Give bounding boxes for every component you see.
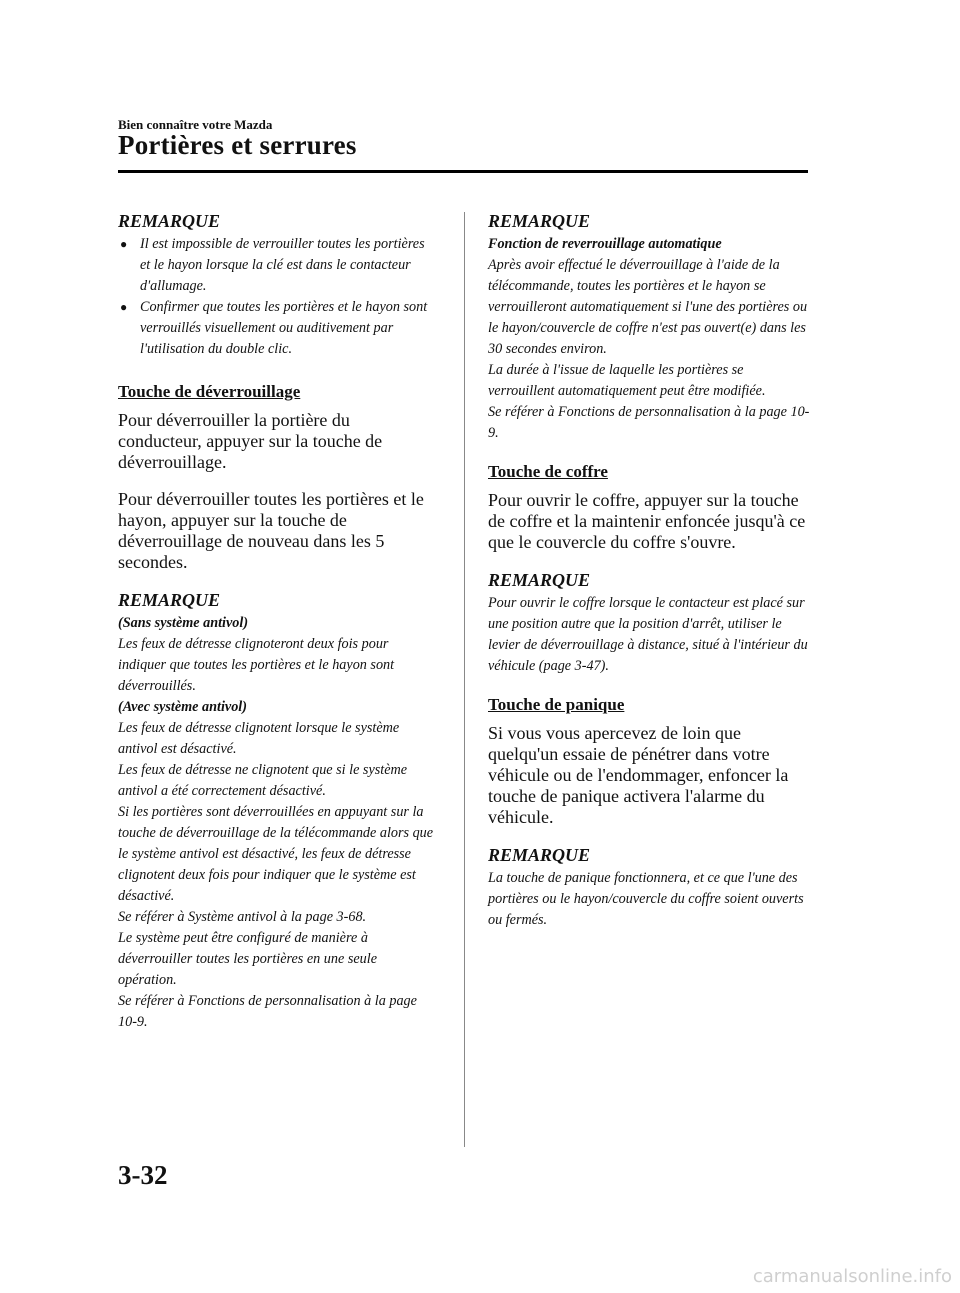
body-paragraph: Pour déverrouiller la portière du conducteur, appuyer sur la touche de déverrouillage. [118,410,383,472]
header-rule [118,170,808,173]
right-column [488,210,810,931]
note-text: Se référer à Système antivol à la page 3-68. [118,909,367,925]
note-label: REMARQUE [118,211,221,231]
section-heading: Touche de déverrouillage [118,382,301,401]
note-bullet-list [118,234,438,360]
note-bullet-text: Confirmer que toutes les portières et le hayon sont verrouillés visuellement ou auditivement par l'utilisation du double clic. [140,299,428,357]
body-paragraph: Si vous vous apercevez de loin que quelqu'un essaie de pénétrer dans votre véhicule ou de l'endommager, enfoncer la touche de panique activera l'alarme du véhicule. [488,723,789,827]
section-trunk [488,460,810,553]
note-block-5 [488,844,810,931]
note-block-2 [118,589,438,1033]
watermark: carmanualsonline.info [752,1266,952,1287]
note-label: REMARQUE [488,211,591,231]
page-title: Portières et serrures [118,130,357,160]
note-block-1 [118,210,438,360]
note-text: Pour ouvrir le coffre lorsque le contacteur est placé sur une position autre que la position d'arrêt, utiliser le levier de déverrouillage à distance, situé à l'intérieur du véhicule (page 3-47). [488,595,808,674]
bullet-icon: ● [120,300,128,314]
note-bullet-item [118,234,438,297]
bullet-icon: ● [120,237,128,251]
section-panic [488,693,810,828]
note-bullet-item [118,297,438,360]
note-bullet-text: Il est impossible de verrouiller toutes les portières et le hayon lorsque la clé est dans le contacteur d'allumage. [140,236,425,294]
note-label: REMARQUE [488,570,591,590]
note-subheading: (Avec système antivol) [118,699,247,715]
note-text: La touche de panique fonctionnera, et ce que l'une des portières ou le hayon/couvercle du coffre soient ouverts ou fermés. [488,870,804,928]
note-text: Le système peut être configuré de manière à déverrouiller toutes les portières en une seule opération. [118,930,377,988]
note-text: Les feux de détresse clignoteront deux fois pour indiquer que toutes les portières et le hayon sont déverrouillés. [118,636,395,694]
section-unlock [118,380,438,573]
left-column [118,210,438,1033]
note-block-4 [488,569,810,677]
note-text: Après avoir effectué le déverrouillage à l'aide de la télécommande, toutes les portières et le hayon se verrouilleront automatiquement si l'une des portières ou le hayon/couvercle de coffre n'est pas ouvert(e) dans les 30 secondes environ. [488,257,808,357]
note-text: Se référer à Fonctions de personnalisation à la page 10-9. [118,993,417,1030]
note-subheading: Fonction de reverrouillage automatique [488,236,722,252]
note-text: Se référer à Fonctions de personnalisation à la page 10-9. [488,404,810,441]
note-text: La durée à l'issue de laquelle les portières se verrouillent automatiquement peut être modifiée. [488,362,766,399]
note-text: Si les portières sont déverrouillées en appuyant sur la touche de déverrouillage de la télécommande alors que le système antivol est désactivé, les feux de détresse clignotent deux fois pour indiquer que le système est désactivé. [118,804,434,904]
page-number: 3-32 [118,1160,168,1190]
note-text: Les feux de détresse clignotent lorsque le système antivol est désactivé. [118,720,400,757]
note-text: Les feux de détresse ne clignotent que si le système antivol a été correctement désactivé. [118,762,408,799]
body-paragraph: Pour ouvrir le coffre, appuyer sur la touche de coffre et la maintenir enfoncée jusqu'à ce que le couvercle du coffre s'ouvre. [488,490,806,552]
column-divider [464,212,465,1147]
note-label: REMARQUE [488,845,591,865]
note-subheading: (Sans système antivol) [118,615,249,631]
section-heading: Touche de panique [488,695,625,714]
body-paragraph: Pour déverrouiller toutes les portières et le hayon, appuyer sur la touche de déverrouillage de nouveau dans les 5 secondes. [118,489,424,572]
note-label: REMARQUE [118,590,221,610]
section-heading: Touche de coffre [488,462,608,481]
chapter-kicker: Bien connaître votre Mazda [118,117,273,132]
note-block-3 [488,210,810,444]
